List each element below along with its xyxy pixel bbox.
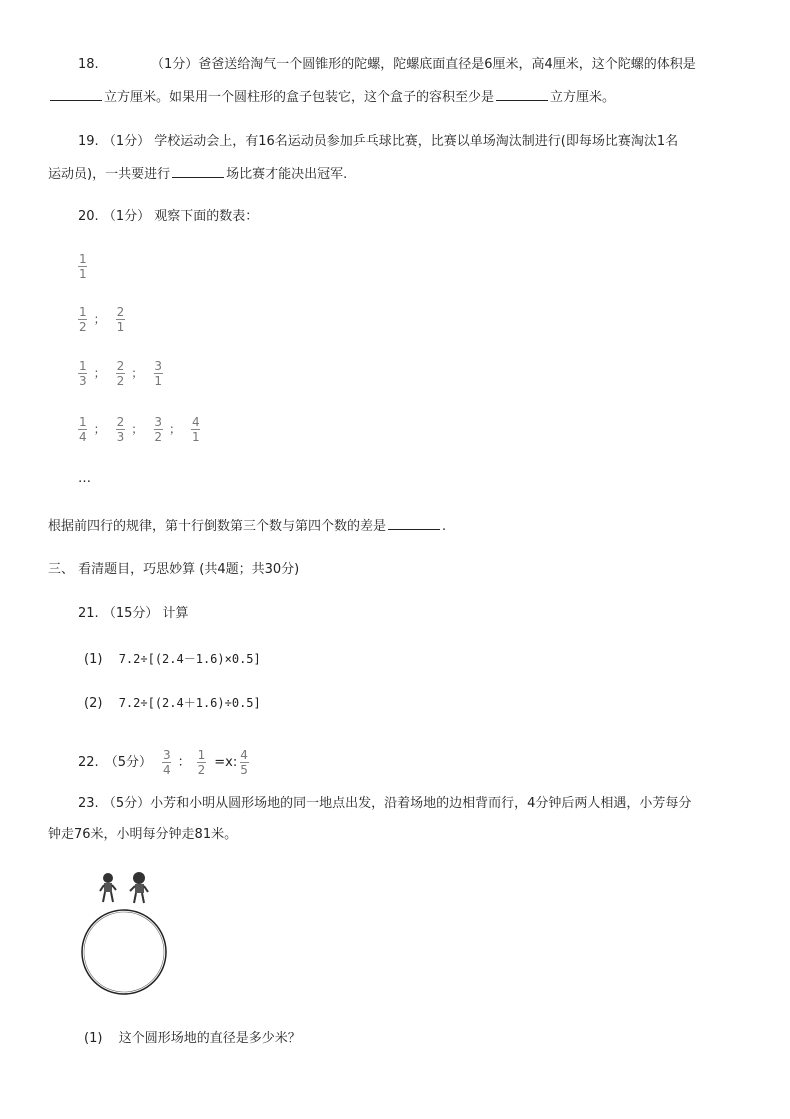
track-figure [78, 870, 178, 1005]
q18-blank-2[interactable] [496, 87, 548, 101]
q18-line2 [48, 87, 615, 107]
q21-item-2 [84, 694, 261, 713]
q20-question-end: . [442, 519, 447, 534]
separator: ； [131, 366, 144, 380]
q18-blank-1[interactable] [50, 87, 102, 101]
q18-points: （1分） [150, 57, 199, 72]
q21-item-1-expression: 7.2÷[(2.4－1.6)×0.5] [118, 652, 261, 666]
q20-table-row-1 [76, 253, 90, 280]
q23-line2: 钟走76米，小明每分钟走81米。 [48, 827, 238, 842]
child-icon [130, 872, 148, 903]
q23-sub-1-label: (1) [84, 1031, 103, 1046]
q23-sub-1 [84, 1030, 301, 1048]
separator: ； [168, 422, 181, 436]
fraction: $\frac{3}{4}$ [162, 748, 171, 777]
q23-number: 23. [78, 796, 99, 811]
fraction: $\frac{4}{5}$ [240, 748, 248, 777]
circle-track [82, 910, 166, 994]
q21-item-1-label: (1) [84, 652, 103, 667]
separator: ； [93, 366, 106, 380]
q21-title: 计算 [162, 606, 189, 621]
q18-text-2a: 立方厘米。如果用一个圆柱形的盒子包装它，这个盒子的容积至少是 [104, 90, 495, 105]
q20-ellipsis: … [78, 471, 91, 486]
q19-number: 19. [78, 134, 99, 149]
q20-table-row-3 [76, 360, 165, 387]
fraction: $\frac{2}{1}$ [116, 305, 125, 334]
q19-blank[interactable] [172, 164, 224, 178]
fraction: $\frac{4}{1}$ [191, 415, 200, 444]
q20-table-row-4 [76, 416, 203, 443]
q22 [78, 749, 251, 776]
separator: ； [131, 422, 144, 436]
q21-points: （15分） [102, 606, 159, 621]
q20-header [78, 208, 258, 226]
q19-text-2b: 场比赛才能决出冠军. [226, 167, 348, 182]
q23-points: （5分） [102, 796, 151, 811]
q18-line1 [78, 56, 696, 74]
q18-text-2b: 立方厘米。 [550, 90, 616, 105]
fraction: $\frac{1}{2}$ [79, 305, 87, 334]
q18-text-1: 爸爸送给淘气一个圆锥形的陀螺，陀螺底面直径是6厘米，高4厘米，这个陀螺的体积是 [198, 57, 696, 72]
fraction: $\frac{2}{3}$ [116, 415, 125, 444]
q20-intro: 观察下面的数表： [154, 209, 259, 224]
q19-points: （1分） [102, 134, 151, 149]
fraction: $\frac{3}{1}$ [154, 359, 162, 388]
q23-sub-1-text: 这个圆形场地的直径是多少米？ [118, 1031, 301, 1046]
section-3-title: 三、 看清题目，巧思妙算 (共4题；共30分) [48, 562, 300, 577]
q20-number: 20. [78, 209, 99, 224]
fraction: $\frac{1}{3}$ [79, 359, 87, 388]
q21-item-2-label: (2) [84, 696, 103, 711]
q23-line1 [78, 795, 691, 813]
q20-blank[interactable] [388, 516, 440, 530]
fraction: $\frac{3}{2}$ [154, 415, 162, 444]
q18-number: 18. [78, 57, 99, 72]
q22-points: （5分） [104, 754, 152, 770]
fraction: $\frac{2}{2}$ [116, 359, 125, 388]
fraction: $\frac{1}{1}$ [79, 252, 87, 281]
q21-item-1 [84, 650, 261, 669]
separator: ； [93, 312, 106, 326]
equation-right: =x: [214, 754, 238, 770]
child-icon [100, 873, 116, 902]
q20-points: （1分） [102, 209, 151, 224]
q20-table-row-2 [76, 306, 127, 333]
q19-text-2a: 运动员)，一共要进行 [48, 167, 171, 182]
separator: ； [93, 422, 106, 436]
q20-question-text: 根据前四行的规律，第十行倒数第三个数与第四个数的差是 [48, 519, 387, 534]
q19-line1 [78, 133, 678, 151]
q21-item-2-expression: 7.2÷[(2.4＋1.6)÷0.5] [118, 696, 261, 710]
circular-track-illustration [78, 870, 178, 1005]
q20-question [48, 516, 446, 536]
fraction: $\frac{1}{4}$ [79, 415, 87, 444]
q21-number: 21. [78, 606, 99, 621]
q21-header [78, 605, 189, 623]
q23-text-1: 小芳和小明从圆形场地的同一地点出发，沿着场地的边相背而行，4分钟后两人相遇，小芳每分 [150, 796, 692, 811]
q22-number: 22. [78, 754, 99, 770]
q19-text-1: 学校运动会上，有16名运动员参加乒乓球比赛，比赛以单场淘汰制进行(即每场比赛淘汰1名 [154, 134, 679, 149]
ratio-colon: ： [177, 754, 191, 770]
fraction: $\frac{1}{2}$ [197, 748, 206, 777]
q19-line2 [48, 164, 347, 184]
